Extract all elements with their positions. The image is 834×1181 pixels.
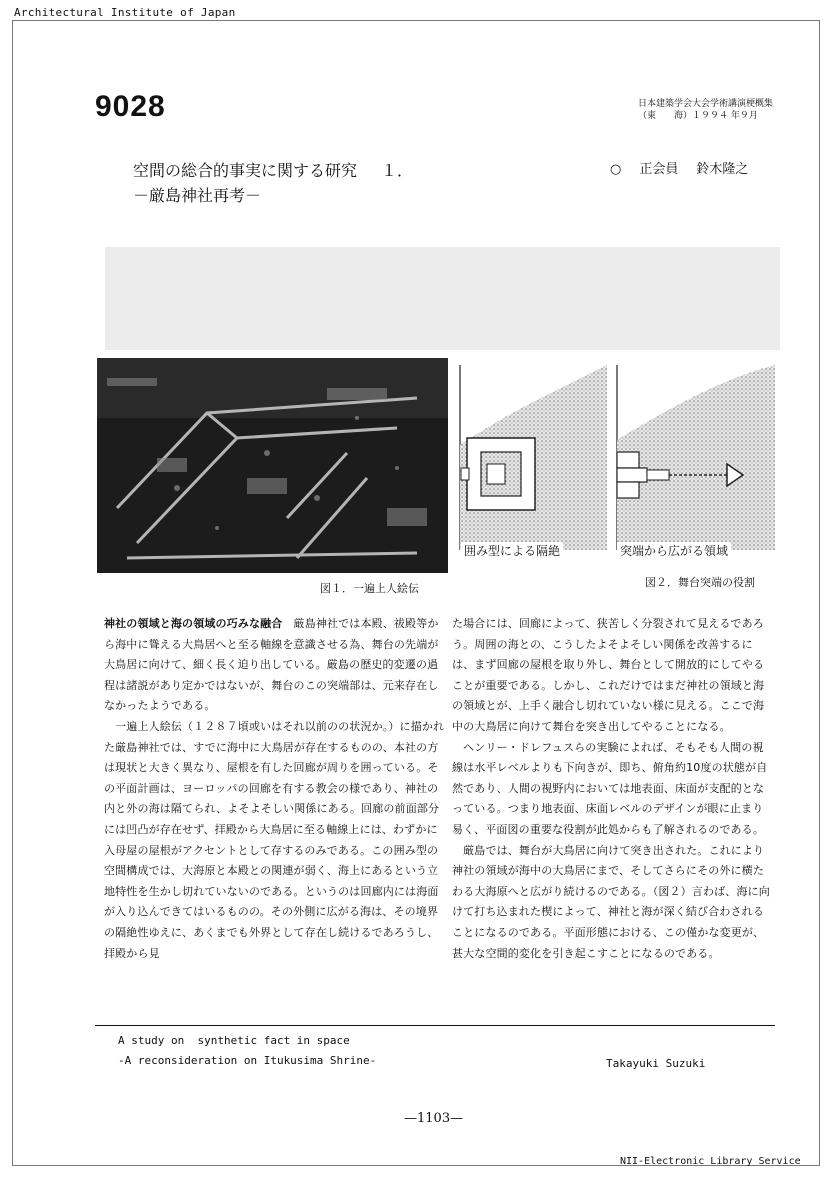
english-title	[118, 1031, 376, 1071]
paragraph: た場合には、回廊によって、狭苦しく分裂されて見えるであろう。周囲の海との、こうしたよそよそしい関係を改善するには、まず回廊の屋根を取り外し、舞台として開放的にしてやることが重要である。しかし、これだけではまだ神社の領域と海の領域とが、上手く融合し切れていない様に見える。ここで海中の大鳥居に向けて舞台を突き出してやることになる。	[452, 617, 765, 733]
stage-diagram	[457, 360, 777, 570]
section-heading: 神社の領域と海の領域の巧みな融合	[104, 617, 283, 630]
paper-subtitle: －厳島神社再考－	[133, 186, 262, 205]
english-author: Takayuki Suzuki	[606, 1057, 706, 1070]
figure-1-caption: 図１．一遍上人絵伝	[320, 582, 419, 595]
paragraph: 厳島では、舞台が大鳥居に向けて突き出された。これにより神社の領域が海中の大鳥居にまで、そしてさらにその外に横たわる大海原へと広がり続けるのである。（図２）言わば、海に向けて打ち込まれた楔によって、神社と海が深く結び合わされることになるのである。平面形態における、この僅かな変更が、甚大な空間的変化を引き起こすことになるのである。	[452, 843, 770, 960]
title-number: １．	[381, 161, 414, 180]
nii-service-footer: NII-Electronic Library Service	[620, 1156, 801, 1167]
body-column-right	[452, 614, 771, 964]
english-title-line-2: -A reconsideration on Itukusima Shrine-	[118, 1054, 377, 1067]
fig2-right-label: 突端から広がる領域	[617, 542, 731, 559]
institute-header: Architectural Institute of Japan	[14, 6, 236, 19]
conference-info	[638, 98, 773, 122]
page-number: —1103—	[404, 1111, 464, 1126]
divider-rule	[95, 1025, 775, 1026]
paper-number: 9028	[95, 90, 166, 123]
presenter-mark: ○	[610, 162, 622, 177]
figure-2-caption: 図２．舞台突端の役割	[645, 576, 755, 589]
author-role: 正会員	[639, 162, 679, 177]
figure-2-diagrams	[457, 360, 777, 570]
paragraph-text: 一遍上人絵伝（１２８７頃或いはそれ以前のの状況か。）に描かれた厳島神社では、すでに海中に大鳥居が存在するものの、本社の方は現状と大きく異なり、屋根を有した回廊が周りを囲っている。その平面計画は、ヨーロッパの回廊を有する教会の様であり、神社の内と外の海は隔てられ、よそよそしい関係にある。回廊の前面部分には凹凸が存在せず、拝殿から大鳥居に至る軸線上には、わずかに入母屋の屋根がアクセントとして存するのみである。この囲み型の空間構成では、大海原と本殿との関連が弱く、海上にあるという立地特性を生かし切れていないのである。というのは回廊内には海面が入り込んできてはいるものの。その外側に広がる海は、その境界の隔絶性ゆえに、あくまでも外界として存在し続けるであろうし、拝殿から見	[104, 719, 445, 960]
paragraph	[104, 717, 445, 964]
body-column-left	[104, 614, 445, 964]
paragraph	[104, 614, 445, 717]
author-name: 鈴木隆之	[696, 162, 749, 177]
conference-line-1: 日本建築学会大会学術講演梗概集	[638, 99, 774, 109]
figure-1-painting	[97, 358, 448, 573]
abstract-placeholder-box	[105, 247, 780, 350]
conference-line-2: （東 海）１９９４ 年９月	[638, 111, 758, 121]
author-line	[610, 158, 766, 177]
paragraph-text: 厳島神社では本殿、祓殿等から海中に聳える大鳥居へと至る軸線を意識させる為、舞台の先端が大鳥居に向けて、細く長く迫り出している。厳島の歴史的変遷の過程は諸説があり定かではないが、舞台のこの突端部は、元来存在しなかったようである。	[104, 617, 439, 713]
fig2-left-label: 囲み型による隔絶	[461, 542, 563, 559]
title-main: 空間の総合的事実に関する研究	[133, 161, 358, 180]
paragraph: ヘンリー・ドレフュスらの実験によれば、そもそも人間の視線は水平レベルよりも下向きが、即ち、俯角約10度の状態が自然であり、人間の視野内においては地表面、床面が支配的となっている。つまり地表面、床面レベルのデザインが眼に止まり易く、平面図の重要な役割が此処からも了解されるのである。	[452, 740, 768, 836]
ippen-scroll-image	[97, 358, 448, 573]
english-title-line-1: A study on synthetic fact in space	[118, 1034, 350, 1047]
paper-title	[133, 158, 413, 181]
